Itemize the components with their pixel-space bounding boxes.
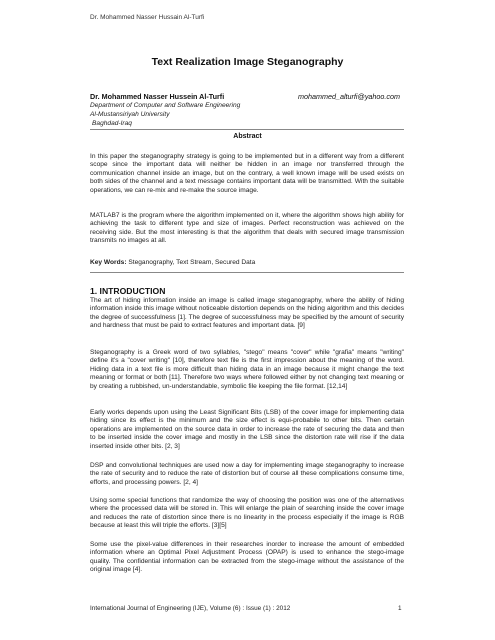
intro-paragraph: Early works depends upon using the Least Significant Bits (LSB) of the cover image for implementing data hiding since its effect is the minimum and the size effect is equi-probabile to other bits. Then certain operations are implemented on the source data in order to increase the rate of securing the data and then to be inserted inside the cover image and mostly in the LSB since the distortion rate will rise if the data inserted inside other bits. [2, 3] [90,409,404,450]
intro-paragraph: Steganography is a Greek word of two syllables, "stego" means "cover" while "grafia" means "writing" define it's a "cover writing" [10], therefore text file is the first impression about the meaning of the word. Hiding data in a text file is more difficult than hiding data in an image because it might change the text meaning or format or both [11]. Therefore two ways where followed either by not changing text meaning or by creating a rubbished, un-understandable, symbolic file keeping the file format. [12,14] [90,349,404,390]
intro-paragraph: Some use the pixel-value differences in their researches inorder to increase the amount of embedded information where an Optimal Pixel Adjustment Process (OPAP) is used to enhance the stego-image quality. The confidential information can be extracted from the stego-image without the assistance of the original image [4]. [90,541,404,574]
keywords-line [90,259,404,267]
affiliation-department: Department of Computer and Software Engineering [90,102,241,109]
section-heading: 1. INTRODUCTION [90,286,166,296]
affiliation-university: Al-Mustansiriyah University [90,111,170,118]
abstract-paragraph: In this paper the steganography strategy is going to be implemented but in a different way from a different scope since the important data will neither be hidden in an image nor transferred through the communication channel inside an image, but on the contrary, a well known image will be used exists on both sides of the channel and a text message contains important data will be transmitted. With the suitable operations, we can re-mix and re-make the source image. [90,153,404,194]
page-number: 1 [398,605,402,612]
intro-paragraph: Using some special functions that randomize the way of choosing the position was one of the alternatives where the processed data will be stored in. This will enlarge the plain of searching inside the cover image and reduces the rate of distortion since there is no linearity in the process especially if the image is RGB because at least this will triple the efforts. [3][5] [90,497,404,530]
footer-journal: International Journal of Engineering (IJE), Volume (6) : Issue (1) : 2012 [90,605,291,612]
abstract-bottom-rule [90,272,404,273]
intro-paragraph: The art of hiding information inside an image is called image steganography, where the ability of hiding information inside this image without noticeable distortion depends on the hiding algorithm and this decides the degree of successfulness [1]. The degree of successfulness may be specified by the amount of security and hardness that must be paid to extract features and important data. [9] [90,297,404,330]
keywords-text: Steganography, Text Stream, Secured Data [126,259,256,266]
abstract-heading: Abstract [233,133,262,140]
affiliation-city: Baghdad-Iraq [92,120,132,127]
author-email: mohammed_alturfi@yahoo.com [298,92,400,101]
abstract-top-rule [90,129,404,130]
author-name: Dr. Mohammed Nasser Hussein Al-Turfi [90,92,225,101]
intro-paragraph: DSP and convolutional techniques are used now a day for implementing image steganography to increase the rate of security and to reduce the rate of distortion but of course all these complications consume time, efforts, and processing powers. [2, 4] [90,462,404,486]
paper-title: Text Realization Image Steganography [151,56,344,68]
running-head: Dr. Mohammed Nasser Hussain Al-Turfi [90,14,205,21]
abstract-paragraph: MATLAB7 is the program where the algorithm implemented on it, where the algorithm shows high ability for achieving the task to different type and size of images. Perfect reconstruction was achieved on the receiving side. But the most interesting is that the algorithm that deals with secured image transmission transmits no images at all. [90,212,404,245]
keywords-label: Key Words: [90,259,127,266]
